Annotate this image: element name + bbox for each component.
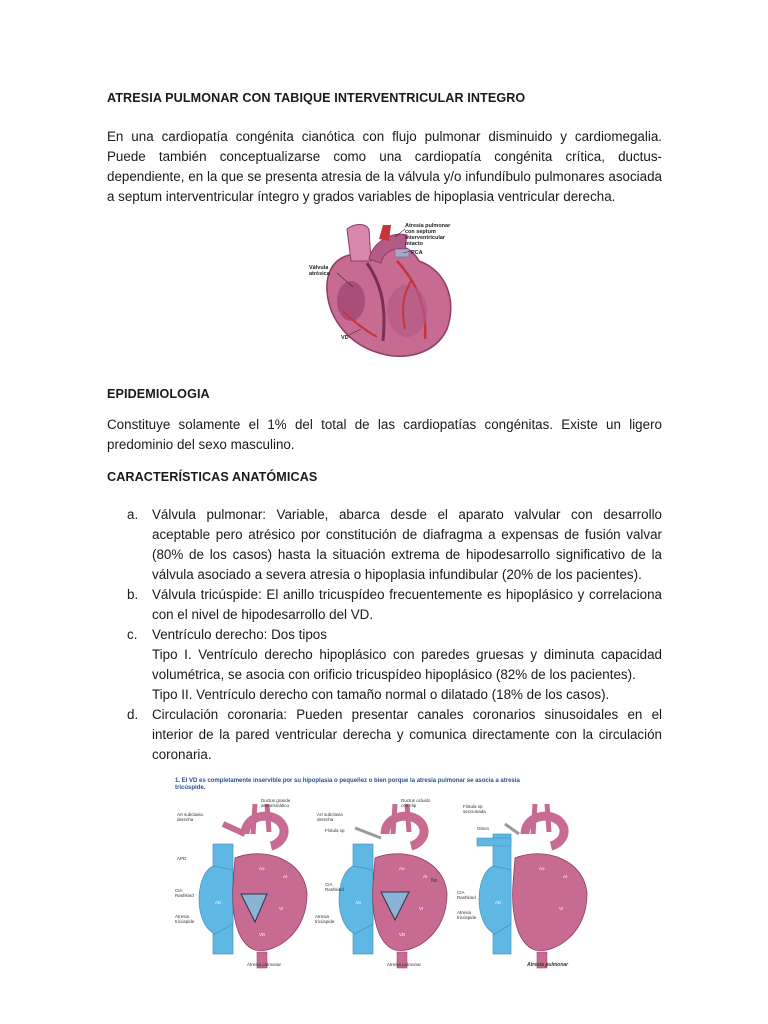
anatomy-item-c: [127, 625, 662, 705]
p2-chamber: VI: [419, 906, 424, 911]
p2-label: Art subclavia: [317, 812, 343, 817]
p1-label: aneurismático: [261, 803, 290, 808]
document-page: [107, 88, 662, 970]
p3-label: tricúspide: [457, 915, 477, 920]
list-marker: d.: [127, 707, 139, 722]
anatomy-item-d: [127, 705, 662, 765]
p1-chamber: VD: [259, 932, 266, 937]
anatomy-heading: CARACTERÍSTICAS ANATÓMICAS: [107, 470, 318, 484]
p1-chamber: Ao: [259, 866, 265, 871]
p2-label: CIA: [325, 882, 333, 887]
p1-label: Rashkind: [175, 893, 194, 898]
document-title: ATRESIA PULMONAR CON TABIQUE INTERVENTRICULAR INTEGRO: [107, 91, 526, 105]
p2-chamber: AI: [423, 874, 428, 879]
epidemiology-heading: EPIDEMIOLOGIA: [107, 387, 210, 401]
p3-chamber: Ao: [539, 866, 545, 871]
p2-label: con clip: [401, 803, 417, 808]
p2-label: Atresia pulmonar: [387, 962, 422, 967]
p3-label: Fístula sp: [463, 804, 483, 809]
panel-3: [431, 804, 587, 968]
p2-label: Rashkind: [325, 887, 344, 892]
p1-label: Atresia: [175, 914, 190, 919]
heart-illustration: [307, 221, 467, 361]
intro-paragraph: En una cardiopatía congénita cianótica con flujo pulmonar disminuido y cardiomegalia. Puede también conceptualizarse como una cardiopatía congénita crítica, ductus-dependiente, en la que se presenta atresia de la válvula y/o infundíbulo pulmonares asociada a septum interventricular íntegro y grados variables de hipoplasia ventricular derecha.: [107, 129, 662, 204]
p1-chamber: AI: [283, 874, 288, 879]
p2-chamber: Ao: [399, 866, 405, 871]
p3-label: Atresia: [457, 910, 472, 915]
anatomy-item-a: [127, 505, 662, 585]
heart-figure-2: [107, 774, 662, 970]
p2-label: Ductus ocluido: [401, 798, 431, 803]
item-text-tipo-2: Tipo II. Ventrículo derecho con tamaño normal o dilatado (18% de los casos).: [152, 687, 610, 702]
item-text: Ventrículo derecho: Dos tipos: [152, 627, 327, 642]
p3-label: Glenn: [477, 826, 490, 831]
heart-figure-1: [107, 221, 662, 361]
p3-chamber: VI: [559, 906, 564, 911]
panel-1: [175, 798, 307, 968]
label-vd: VD: [341, 335, 349, 341]
p1-label: derecha: [177, 817, 194, 822]
p3-chamber: AD: [495, 900, 502, 905]
item-text: Válvula pulmonar: Variable, abarca desde el aparato valvular con desarrollo aceptable pero atrésico por constitución de diafragma a expensas de fusión valvar (80% de los casos) hasta la situación extrema de hipodesarrollo significativo de la válvula asociado a severa atresia o hipoplasia infundibular (20% de los pacientes).: [152, 507, 662, 582]
p2-label: Fístula sp: [325, 828, 345, 833]
item-text-tipo-1: Tipo I. Ventrículo derecho hipoplásico con paredes gruesas y diminuta capacidad volumétrica, se asocia con orificio tricuspídeo hipoplásico (82% de los pacientes).: [152, 647, 662, 682]
p3-label: Atresia pulmonar: [527, 962, 569, 968]
p3-label: CIA: [457, 890, 465, 895]
anatomy-item-b: [127, 585, 662, 625]
figure2-caption-line2: tricúspide.: [175, 785, 206, 791]
label-atresia-line4: intacto: [405, 241, 424, 247]
label-valve-line1: Válvula: [309, 265, 329, 271]
p3-chamber: AI: [563, 874, 568, 879]
label-atresia-line3: interventricular: [405, 235, 446, 241]
item-text: Circulación coronaria: Pueden presentar canales coronarios sinusoidales en el interior de la pared ventricular derecha y comunica directamente con la circulación coronaria.: [152, 707, 662, 762]
p2-label: tricúspide: [315, 919, 335, 924]
p1-chamber: AD: [215, 900, 222, 905]
surgical-diagram: [175, 774, 595, 970]
p3-label: Rashkind: [457, 895, 476, 900]
figure2-caption-line1: 1. El VD es completamente inservible por su hipoplasia o pequeñez o bien porque la atresia pulmonar se asocia a atresia: [175, 778, 520, 784]
epidemiology-paragraph: Constituye solamente el 1% del total de las cardiopatías congénitas. Existe un ligero predominio del sexo masculino.: [107, 417, 662, 452]
panel-2: [315, 798, 447, 968]
p2-chamber: VD: [399, 932, 406, 937]
anatomy-list: [107, 505, 662, 765]
item-text: Válvula tricúspide: El anillo tricuspídeo frecuentemente es hipoplásico y correlaciona con el nivel de hipodesarrollo del VD.: [152, 587, 662, 622]
label-atresia-line1: Atresia pulmonar: [405, 223, 451, 229]
p1-label: tricúspide: [175, 919, 195, 924]
list-marker: c.: [127, 627, 138, 642]
p2-chamber: AD: [355, 900, 362, 905]
p2-label: derecha: [317, 817, 334, 822]
p1-label: Atresia pulmonar: [247, 962, 282, 967]
p2-label: Atresia: [315, 914, 330, 919]
p1-label: Art subclavia: [177, 812, 203, 817]
p3-no-label: No: [431, 878, 438, 884]
label-valve-line2: atrésica: [309, 271, 330, 277]
p1-label: CIA: [175, 888, 183, 893]
p3-label: seccionada: [463, 809, 486, 814]
list-marker: b.: [127, 587, 139, 602]
p1-label: Ductus grande: [261, 798, 291, 803]
p1-chamber: VI: [279, 906, 284, 911]
list-marker: a.: [127, 507, 139, 522]
label-atresia-line2: con septum: [405, 229, 436, 235]
p1-label: APD: [177, 856, 187, 861]
label-pca: PCA: [411, 250, 423, 256]
